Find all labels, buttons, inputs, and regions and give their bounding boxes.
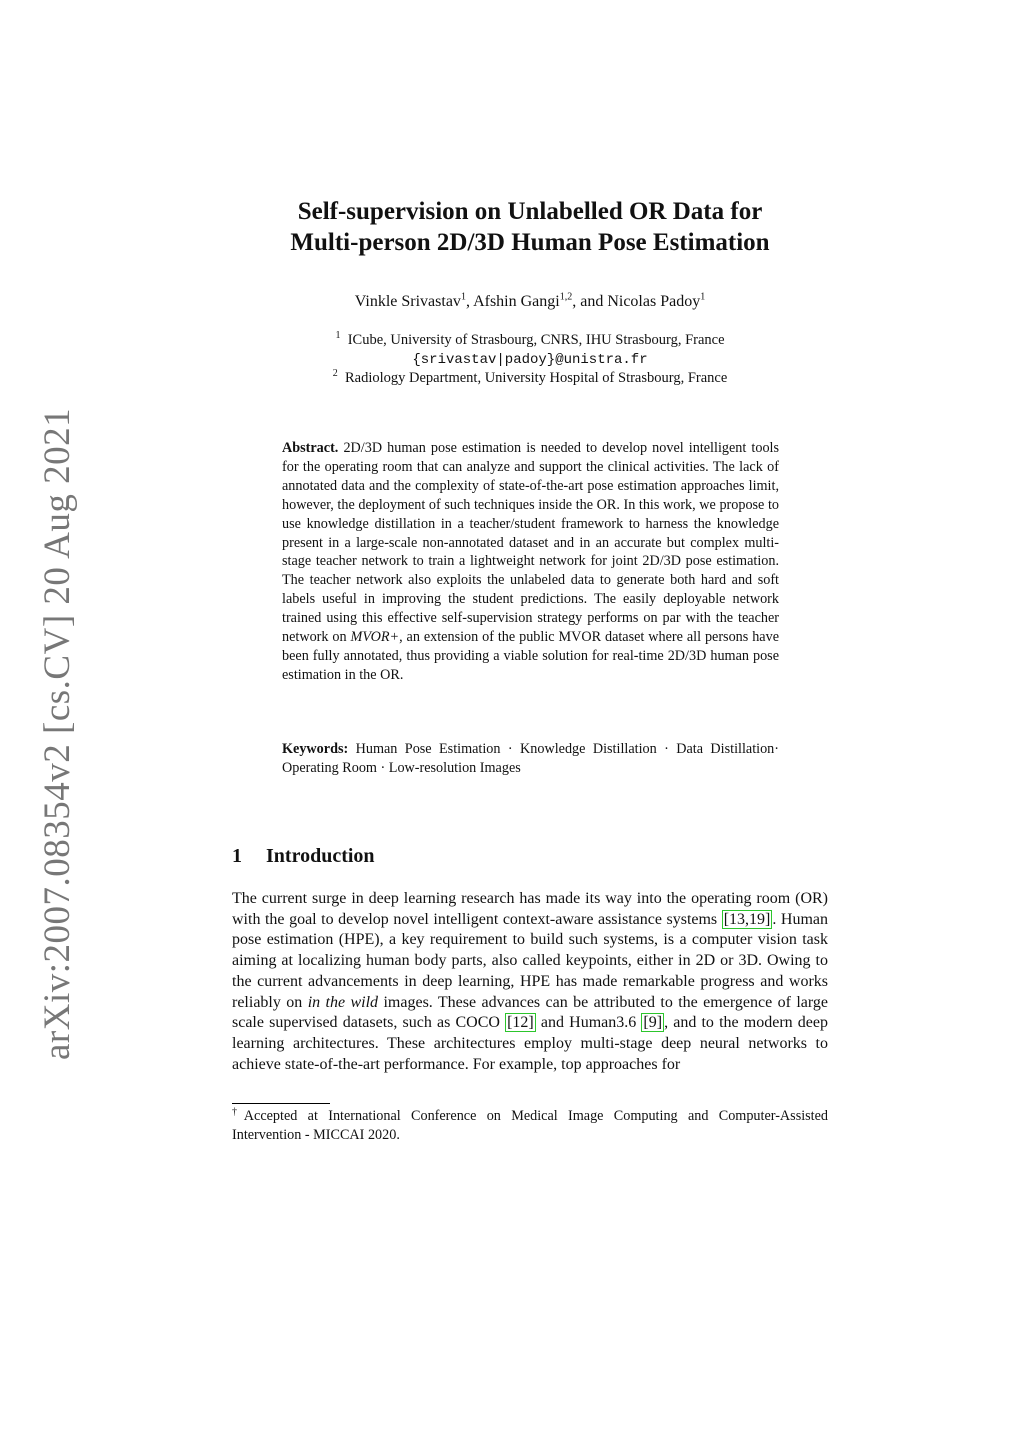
intro-text: images. These advances can be attributed to the emergence of large scale supervised datasets, such as COCO	[232, 993, 829, 1032]
affiliation-text: ICube, University of Strasbourg, CNRS, IHU Strasbourg, France	[347, 332, 725, 348]
citation-link[interactable]: [9]	[643, 1014, 663, 1032]
author-affil-mark: 1,2	[559, 291, 573, 303]
affiliation-number: 2	[332, 368, 338, 380]
intro-text: . Human pose estimation (HPE), a key requirement to build such systems, is a computer vision task aiming at localizing human body parts, also called keypoints, either in 2D or 3D. Owing to the current advancements in deep learning, HPE has made remarkable progress and works reliably on	[232, 910, 829, 1011]
section-heading-introduction	[232, 845, 375, 868]
intro-emphasis: in the wild	[307, 993, 379, 1011]
footnote-text: Accepted at International Conference on Medical Image Computing and Computer-Assisted Intervention - MICCAI 2020.	[232, 1108, 829, 1143]
paper-title	[180, 196, 880, 258]
affiliation-2	[180, 369, 880, 388]
author-affil-mark: 1	[460, 291, 466, 303]
title-line-1: Self-supervision on Unlabelled OR Data for	[297, 198, 763, 225]
affiliation-number: 1	[335, 330, 341, 342]
section-number: 1	[232, 845, 242, 867]
intro-text: The current surge in deep learning research has made its way into the operating room (OR) with the goal to develop novel intelligent context-aware assistance systems	[232, 890, 828, 928]
footnote-mark: †	[232, 1106, 244, 1118]
footnote	[232, 1107, 828, 1145]
arxiv-identifier-stamp: arXiv:2007.08354v2 [cs.CV] 20 Aug 2021	[37, 407, 78, 1060]
affiliation-1	[180, 331, 880, 350]
keywords-text: Human Pose Estimation · Knowledge Distillation · Data Distillation· Operating Room · Low-resolution Images	[282, 741, 780, 776]
title-line-2: Multi-person 2D/3D Human Pose Estimation	[290, 229, 770, 256]
keywords-label: Keywords:	[282, 741, 349, 757]
author-name: and Nicolas Padoy	[580, 293, 701, 310]
abstract-text-continued: , an extension of the public MVOR dataset where all persons have been fully annotated, thus providing a viable solution for real-time 2D/3D human pose estimation in the OR.	[282, 629, 779, 683]
author-affil-mark: 1	[700, 291, 706, 303]
citation-link[interactable]: [13,19]	[723, 910, 771, 928]
author-name: Vinkle Srivastav	[354, 293, 461, 310]
author-name: Afshin Gangi	[473, 293, 560, 310]
affiliation-text: Radiology Department, University Hospital of Strasbourg, France	[344, 370, 728, 386]
affiliation-email-line	[180, 350, 880, 370]
citation-link[interactable]: [12]	[507, 1014, 534, 1032]
intro-text: , and to the modern deep learning architectures. These architectures employ multi-stage deep neural networks to achieve state-of-the-art performance. For example, top approaches for	[232, 1014, 829, 1073]
abstract-dataset-name: MVOR+	[350, 629, 400, 646]
author-list: Vinkle Srivastav$^1$, Afshin Gangi$^{1,2}$, and Nicolas Padoy$^1$	[354, 291, 706, 310]
intro-text: and Human3.6	[540, 1014, 637, 1032]
abstract	[282, 439, 779, 685]
footnote-divider	[232, 1103, 330, 1104]
keywords	[282, 740, 779, 778]
author-email[interactable]: {srivastav|padoy}@unistra.fr	[412, 352, 648, 368]
abstract-text: 2D/3D human pose estimation is needed to develop novel intelligent tools for the operating room that can analyze and support the clinical activities. The lack of annotated data and the complexity of state-of-the-art pose estimation approaches limit, however, the deployment of such techniques inside the OR. In this work, we propose to use knowledge distillation in a teacher/student framework to harness the knowledge present in a large-scale non-annotated dataset and in an accurate but complex multi-stage teacher network to train a lightweight network for joint 2D/3D pose estimation. The teacher network also exploits the unlabeled data to generate both hard and soft labels useful in improving the student predictions. The easily deployable network trained using this effective self-supervision strategy performs on par with the teacher network on	[282, 440, 779, 646]
abstract-label: Abstract.	[282, 440, 339, 456]
introduction-paragraph	[232, 889, 828, 1075]
section-title: Introduction	[266, 845, 375, 867]
